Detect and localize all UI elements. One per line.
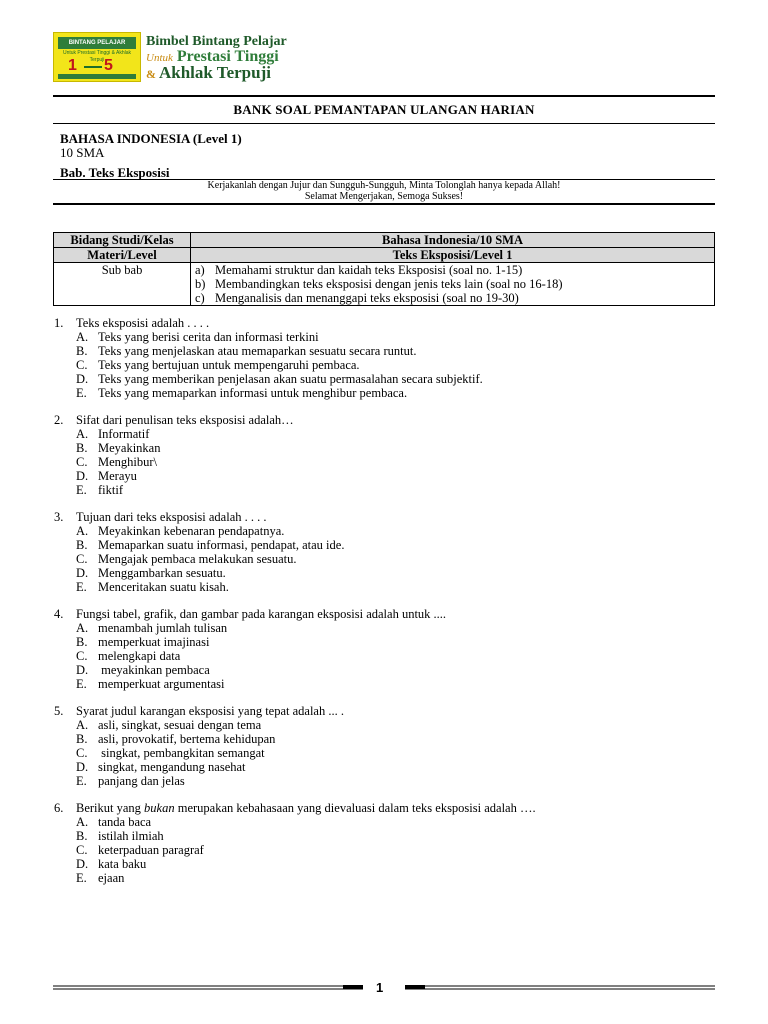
brand-slogan-2: [146, 63, 271, 83]
logo-bottom-bar: [58, 74, 136, 79]
answer-option: E. ejaan: [76, 871, 125, 885]
brand-line3: Akhlak Terpuji: [159, 63, 271, 82]
question: [54, 801, 716, 885]
logo-tagline: Untuk Prestasi Tinggi & Akhlak Terpuji: [62, 50, 132, 63]
question-number: 3.: [54, 510, 64, 524]
chapter: Bab. Teks Eksposisi: [60, 165, 170, 180]
table-cell: Teks Eksposisi/Level 1: [191, 248, 715, 263]
instruction-line-2: Selamat Mengerjakan, Semoga Sukses!: [304, 191, 464, 202]
question-number: 2.: [54, 413, 64, 427]
page-number: 1: [376, 980, 384, 995]
answer-option: B. Teks yang menjelaskan atau memaparkan sesuatu secara runtut.: [76, 344, 417, 358]
document-title: BANK SOAL PEMANTAPAN ULANGAN HARIAN: [233, 102, 535, 117]
answer-option: D. Menggambarkan sesuatu.: [76, 566, 226, 580]
answer-option: D. meyakinkan pembaca: [76, 663, 210, 677]
answer-option: B. memperkuat imajinasi: [76, 635, 210, 649]
info-table: [53, 232, 715, 306]
question-text: Teks eksposisi adalah . . . .: [76, 316, 210, 330]
logo-title: BINTANG PELAJAR: [58, 37, 136, 49]
answer-option: C. Mengajak pembaca melakukan sesuatu.: [76, 552, 297, 566]
class-level: 10 SMA: [60, 145, 105, 160]
answer-option: A. Informatif: [76, 427, 150, 441]
answer-option: A. Meyakinkan kebenaran pendapatnya.: [76, 524, 285, 538]
answer-option: C. melengkapi data: [76, 649, 181, 663]
list-item: b) Membandingkan teks eksposisi dengan jenis teks lain (soal no 16-18): [195, 277, 563, 291]
question-text: Syarat judul karangan eksposisi yang tepat adalah ... .: [76, 704, 344, 718]
question-list: [54, 316, 716, 898]
question: [54, 607, 716, 691]
divider: [53, 123, 715, 124]
table-cell: Bidang Studi/Kelas: [54, 233, 191, 248]
table-cell: Sub bab: [54, 263, 191, 306]
logo-dash: [84, 66, 102, 68]
list-item: c) Menganalisis dan menanggapi teks eksposisi (soal no 19-30): [195, 291, 519, 305]
answer-option: E. panjang dan jelas: [76, 774, 185, 788]
answer-option: A. menambah jumlah tulisan: [76, 621, 228, 635]
answer-option: A. asli, singkat, sesuai dengan tema: [76, 718, 262, 732]
answer-option: B. Meyakinkan: [76, 441, 161, 455]
answer-option: A. Teks yang berisi cerita dan informasi terkini: [76, 330, 319, 344]
table-cell: Materi/Level: [54, 248, 191, 263]
instruction-line-1: Kerjakanlah dengan Jujur dan Sungguh-Sungguh, Minta Tolonglah hanya kepada Allah!: [207, 180, 561, 191]
answer-option: D. Merayu: [76, 469, 137, 483]
question-text: Sifat dari penulisan teks eksposisi adalah…: [76, 413, 294, 427]
answer-option: D. singkat, mengandung nasehat: [76, 760, 246, 774]
question-text: Fungsi tabel, grafik, dan gambar pada karangan eksposisi adalah untuk ....: [76, 607, 447, 621]
brand-name: Bimbel Bintang Pelajar: [146, 34, 287, 49]
question: [54, 510, 716, 594]
question-number: 5.: [54, 704, 64, 718]
footer-rule: [53, 982, 715, 994]
table-row: [54, 233, 715, 248]
brand-line2: Prestasi Tinggi: [176, 48, 279, 65]
answer-option: C. keterpaduan paragraf: [76, 843, 204, 857]
list-item: a) Memahami struktur dan kaidah teks Eksposisi (soal no. 1-15): [195, 263, 523, 277]
answer-option: C. singkat, pembangkitan semangat: [76, 746, 265, 760]
logo-number-start: 1: [68, 57, 77, 74]
answer-option: D. kata baku: [76, 857, 147, 871]
table-row: [54, 263, 715, 306]
logo: [53, 32, 141, 82]
brand-amp: &: [146, 67, 156, 81]
subject: BAHASA INDONESIA (Level 1): [60, 131, 242, 146]
divider: [53, 95, 715, 97]
answer-option: B. istilah ilmiah: [76, 829, 164, 843]
answer-option: A. tanda baca: [76, 815, 152, 829]
question: [54, 316, 716, 400]
question-text: Tujuan dari teks eksposisi adalah . . . .: [76, 510, 267, 524]
brand-script: Untuk: [146, 52, 173, 64]
answer-option: E. fiktif: [76, 483, 123, 497]
question: [54, 704, 716, 788]
answer-option: D. Teks yang memberikan penjelasan akan suatu permasalahan secara subjektif.: [76, 372, 483, 386]
answer-option: C. Teks yang bertujuan untuk mempengaruhi pembaca.: [76, 358, 360, 372]
question-number: 1.: [54, 316, 64, 330]
question-number: 4.: [54, 607, 64, 621]
question-text: Berikut yang bukan merupakan kebahasaan yang dievaluasi dalam teks eksposisi adalah ….: [76, 801, 536, 815]
divider: [53, 203, 715, 205]
answer-option: E. Menceritakan suatu kisah.: [76, 580, 229, 594]
answer-option: C. Menghibur\: [76, 455, 158, 469]
table-row: [54, 248, 715, 263]
answer-option: B. Memaparkan suatu informasi, pendapat, atau ide.: [76, 538, 345, 552]
question-number: 6.: [54, 801, 64, 815]
subbab-list: [191, 263, 715, 306]
logo-number-end: 5: [104, 57, 113, 74]
table-cell: Bahasa Indonesia/10 SMA: [191, 233, 715, 248]
answer-option: E. Teks yang memaparkan informasi untuk menghibur pembaca.: [76, 386, 408, 400]
question: [54, 413, 716, 497]
answer-option: B. asli, provokatif, bertema kehidupan: [76, 732, 276, 746]
answer-option: E. memperkuat argumentasi: [76, 677, 225, 691]
